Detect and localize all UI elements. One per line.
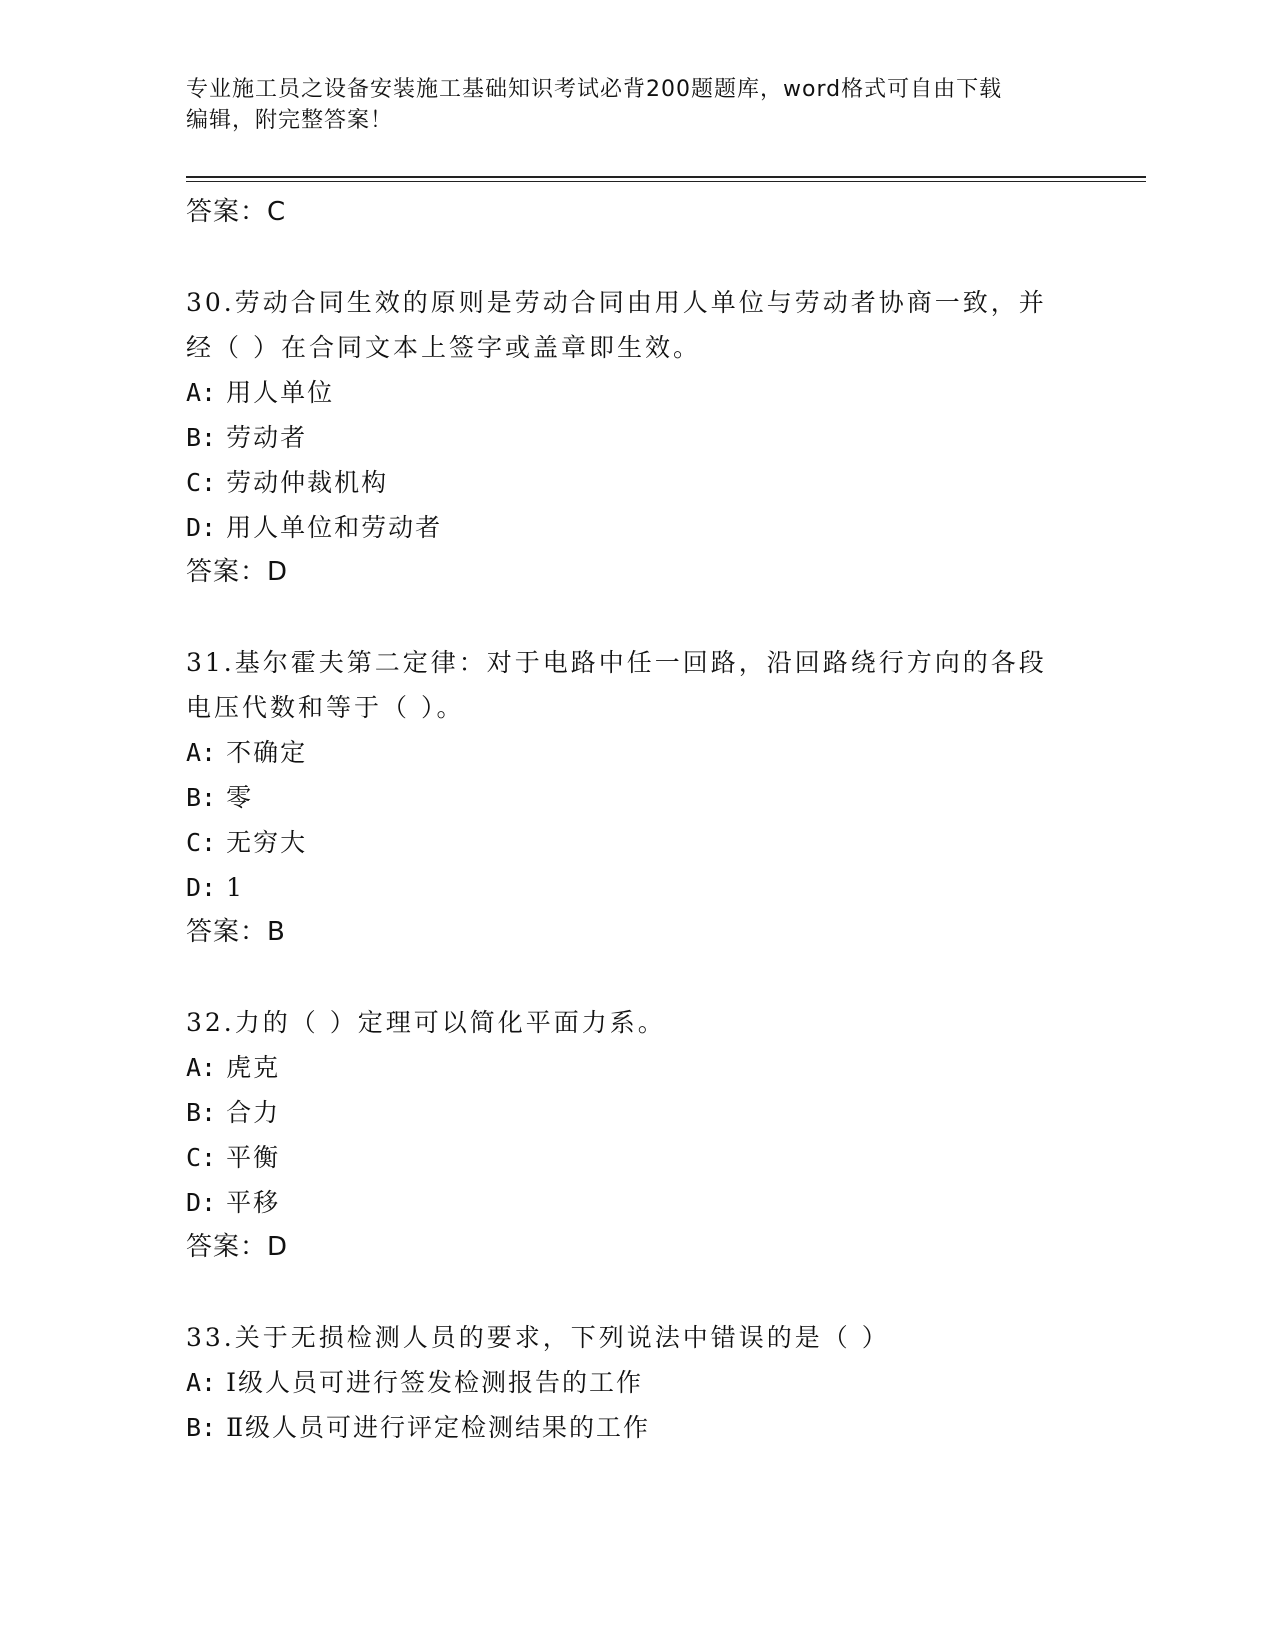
question-text-line: 电压代数和等于（ ）。 — [186, 693, 465, 722]
question-text-line: 30.劳动合同生效的原则是劳动合同由用人单位与劳动者协商一致，并 — [186, 288, 1047, 317]
document-header — [186, 74, 1076, 136]
option-a — [186, 1045, 1086, 1090]
option-text: Ⅱ级人员可进行评定检测结果的工作 — [226, 1413, 651, 1442]
option-letter: C: — [186, 1143, 217, 1172]
option-letter: B: — [186, 1098, 217, 1127]
option-c — [186, 460, 1086, 505]
header-rule-thick — [186, 176, 1146, 178]
question-item — [186, 1000, 1086, 1270]
question-item — [186, 280, 1086, 595]
option-letter: B: — [186, 1413, 217, 1442]
question-text-line: 31.基尔霍夫第二定律：对于电路中任一回路，沿回路绕行方向的各段 — [186, 648, 1047, 677]
question-text-line: 32.力的（ ）定理可以简化平面力系。 — [186, 1008, 666, 1037]
option-letter: A: — [186, 1053, 217, 1082]
header-line-1: 专业施工员之设备安装施工基础知识考试必背200题题库，word格式可自由下载 — [186, 77, 1003, 102]
answer-line: 答案：D — [186, 557, 289, 587]
option-letter: A: — [186, 738, 217, 767]
option-letter: A: — [186, 378, 217, 407]
option-text: 用人单位和劳动者 — [226, 513, 443, 542]
option-d — [186, 865, 1086, 910]
option-d — [186, 505, 1086, 550]
question-text-line: 33.关于无损检测人员的要求，下列说法中错误的是（ ） — [186, 1323, 890, 1352]
option-text: 劳动仲裁机构 — [226, 468, 389, 497]
header-line-2: 编辑，附完整答案！ — [186, 108, 394, 133]
option-b — [186, 775, 1086, 820]
option-letter: B: — [186, 783, 217, 812]
option-b — [186, 1405, 1086, 1450]
option-letter: A: — [186, 1368, 217, 1397]
answer-line: 答案：D — [186, 1232, 289, 1262]
option-a — [186, 370, 1086, 415]
option-c — [186, 820, 1086, 865]
option-letter: B: — [186, 423, 217, 452]
option-d — [186, 1180, 1086, 1225]
question-text — [186, 640, 1086, 730]
question-item — [186, 640, 1086, 955]
answer-line: 答案：C — [186, 197, 287, 227]
option-text: 虎克 — [226, 1053, 281, 1082]
option-letter: D: — [186, 1188, 217, 1217]
question-item — [186, 1315, 1086, 1450]
option-text: 平移 — [226, 1188, 281, 1217]
option-text: 无穷大 — [226, 828, 308, 857]
option-a — [186, 730, 1086, 775]
option-text: 不确定 — [226, 738, 308, 767]
question-list — [186, 186, 1086, 1450]
question-text — [186, 1000, 1086, 1045]
answer-line: 答案：B — [186, 917, 286, 947]
option-a — [186, 1360, 1086, 1405]
option-c — [186, 1135, 1086, 1180]
option-text: 平衡 — [226, 1143, 281, 1172]
option-text: 用人单位 — [226, 378, 335, 407]
header-rule-thin — [186, 181, 1146, 182]
option-text: 劳动者 — [226, 423, 308, 452]
question-text-line: 经（ ）在合同文本上签字或盖章即生效。 — [186, 333, 701, 362]
option-text: 1 — [226, 873, 244, 902]
option-letter: C: — [186, 468, 217, 497]
option-b — [186, 1090, 1086, 1135]
option-letter: D: — [186, 513, 217, 542]
question-text — [186, 1315, 1086, 1360]
option-text: 零 — [226, 783, 254, 812]
option-letter: D: — [186, 873, 217, 902]
option-letter: C: — [186, 828, 217, 857]
question-text — [186, 280, 1086, 370]
option-text: 合力 — [226, 1098, 281, 1127]
option-b — [186, 415, 1086, 460]
option-text: Ⅰ级人员可进行签发检测报告的工作 — [226, 1368, 643, 1397]
